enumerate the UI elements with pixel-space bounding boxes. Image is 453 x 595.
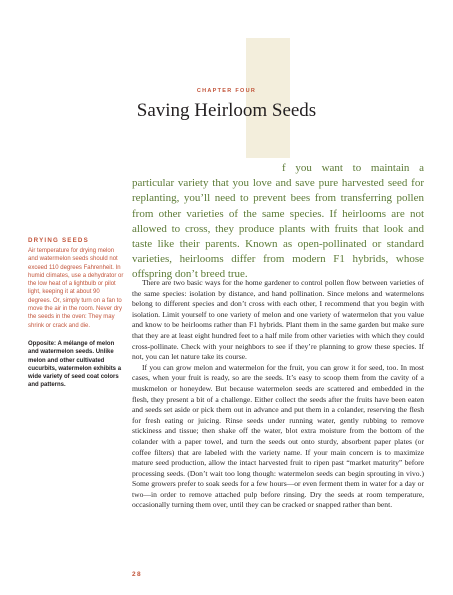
- sidebar-heading: DRYING SEEDS: [28, 237, 89, 244]
- lead-paragraph: [132, 161, 424, 283]
- chapter-label: CHAPTER FOUR: [196, 88, 257, 94]
- drop-cap-letter-block: [246, 38, 290, 158]
- sidebar-text: Air temperature for drying melon and watermelon seeds should not exceed 110 degrees Fahrenheit. In humid climates, use a dehydrator or the low heat of a lightbulb or pilot light, keeping it at about 90 degrees. Or, simply turn on a fan to move the air in the room. Never dry the seeds in the oven: They may shrink or crack and die.: [28, 248, 124, 329]
- photo-caption: Opposite: A mélange of melon and watermelon seeds. Unlike melon and other cultivated cucurbits, watermelon exhibits a wide variety of seed coat colors and patterns.: [28, 340, 122, 389]
- sidebar-drying-seeds: [28, 237, 124, 390]
- page-number: 28: [132, 571, 143, 578]
- body-paragraph: If you can grow melon and watermelon for the fruit, you can grow it for seed, too. In most cases, when your fruit is ready, so are the seeds. It’s easy to scoop them from the cavity of a muskmelon or honeydew. But because watermelon seeds are scattered and embedded in the flesh, they present a bit of a challenge. Either collect the seeds after the fruits have been eaten and seeds set aside or pick them out in advance and put them in a colander, reserving the flesh for fresh eating or juicing. Rinse seeds under running water, gently rubbing to remove stickiness and tissue; then shake off the water, blot extra moisture from the bottom of the colander with a paper towel, and turn the seeds out onto sturdy, absorbent paper plates (or coffee filters) that are labeled with the variety name. If your main concern is to maximize mature seed production, allow the intact harvested fruit to ripen past “market maturity” before processing seeds. (Don’t wait too long though: watermelon seeds can begin sprouting in vivo.) Some growers prefer to soak seeds for a few hours—or even ferment them in water for a day or two—in order to remove attached pulp before rinsing. Dry the seeds at room temperature, occasionally turning them over, until they can be cracked or snapped rather than bent.: [132, 362, 424, 510]
- body-text: [132, 278, 424, 511]
- chapter-title: Saving Heirloom Seeds: [136, 100, 317, 121]
- lead-paragraph-text: f you want to maintain a particular variety that you love and save pure harvested seed for replanting, you’ll need to prevent bees from transferring pollen from other varieties of the same species. If heirlooms are not allowed to cross, they produce plants with fruits that look and taste like their parents. Known as open-pollinated or standard varieties, heirlooms differ from modern F1 hybrids, whose offspring don’t breed true.: [132, 162, 424, 281]
- body-paragraph: There are two basic ways for the home gardener to control pollen flow between varieties of the same species: isolation by distance, and hand pollination. Since melons and watermelons belong to different species and don’t cross with each other, I recommend that you begin with isolation. Limit yourself to one variety of melon and one variety of watermelon that you value and know to be heirlooms rather than F1 hybrids. Plant them in the same garden but make sure that they are at least eight hundred feet to a half mile from other varieties with which they could cross-pollinate. Check with your neighbors to see if they’re planning to grow these species. If not, you can let nature take its course.: [132, 278, 424, 362]
